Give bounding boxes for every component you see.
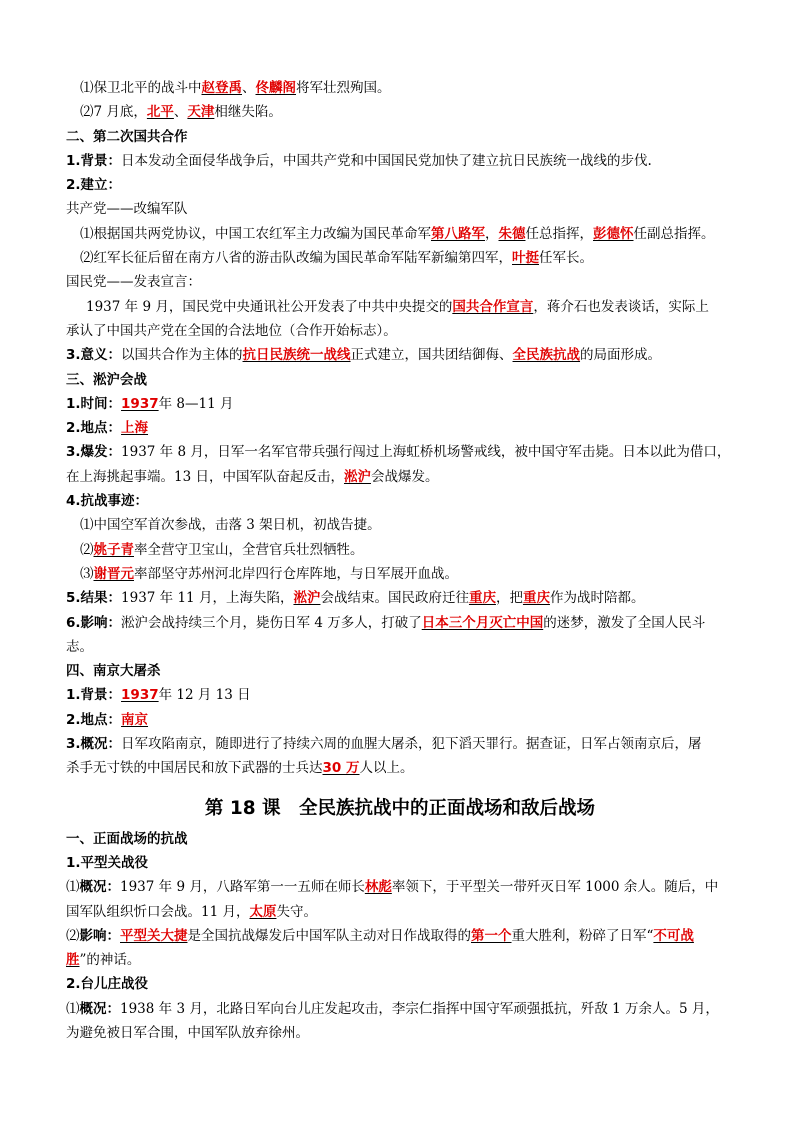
- heading-text: 三、淞沪会战: [66, 371, 147, 388]
- body-text: 年 12 月 13 日: [158, 687, 251, 704]
- body-text: ⑴保卫北平的战斗中: [80, 80, 202, 96]
- text-line: [66, 948, 734, 972]
- text-line: [66, 924, 734, 948]
- key-term: 全民族抗战: [512, 347, 581, 364]
- body-text: 淞沪会战持续三个月，毙伤日军 4 万多人，打破了: [121, 614, 422, 631]
- key-term: 第八路军: [431, 225, 485, 242]
- heading-text: 四、南京大屠杀: [66, 663, 161, 680]
- text-line: [66, 149, 734, 173]
- key-term: 30 万: [322, 760, 360, 777]
- heading-text: 3.爆发：: [66, 444, 122, 461]
- text-line: [66, 900, 734, 924]
- text-line: [66, 368, 734, 392]
- text-line: [66, 270, 734, 294]
- body-text: 会战结束。国民政府迁往: [320, 590, 469, 607]
- body-text: 将军壮烈殉国。: [296, 80, 391, 96]
- text-line: [66, 465, 734, 489]
- heading-text: 3.概况：: [66, 736, 122, 753]
- key-term: 抗日民族统一战线: [242, 347, 351, 364]
- body-text: ⑶: [80, 565, 94, 582]
- body-text: ⑵: [80, 541, 94, 558]
- key-term: 赵登禹: [201, 80, 242, 96]
- key-term: 太原: [249, 903, 277, 920]
- text-line: [66, 562, 734, 586]
- body-text: ⑴中国空军首次参战，击落 3 架日机，初战告捷。: [80, 517, 381, 534]
- key-term: 重庆: [468, 590, 496, 607]
- body-text: ”的神话。: [79, 952, 141, 969]
- body-text: ，蒋介石也发表谈话，实际上: [533, 298, 709, 315]
- key-term: 不可战: [653, 927, 694, 944]
- heading-text: 1.平型关战役: [66, 854, 149, 871]
- heading-text: 1.时间：: [66, 395, 122, 412]
- text-line: [66, 125, 734, 149]
- body-text: 率领下，于平型关一带歼灭日军 1000 余人。随后，中: [391, 879, 719, 896]
- body-text: 承认了中国共产党在全国的合法地位（合作开始标志）。: [66, 322, 397, 339]
- body-text: ⑵红军长征后留在南方八省的游击队改编为国民革命军陆军新编第四军，: [80, 250, 512, 267]
- text-line: [66, 343, 734, 367]
- key-term: 上海: [121, 420, 149, 437]
- heading-text: 4.抗战事迹：: [66, 493, 149, 510]
- body-text: 的迷梦，激发了全国人民斗: [543, 614, 706, 631]
- body-text: ⑴根据国共两党协议，中国工农红军主力改编为国民革命军: [80, 225, 431, 242]
- body-text: 会战爆发。: [370, 468, 439, 485]
- body-text: 国民党——发表宣言：: [66, 274, 201, 291]
- key-term: 林彪: [364, 879, 392, 896]
- body-text: 、: [242, 80, 256, 96]
- body-text: ⑵: [66, 927, 80, 944]
- heading-text: 2.台儿庄战役: [66, 976, 149, 993]
- heading-text: 5.结果：: [66, 590, 122, 607]
- body-text: 国军队组织忻口会战。11 月，: [66, 903, 250, 920]
- key-term: 叶挺: [512, 250, 539, 267]
- key-term: 朱德: [498, 225, 526, 242]
- text-line: [66, 972, 734, 996]
- body-text: 任总指挥，: [525, 225, 593, 242]
- lesson-title: [66, 795, 734, 823]
- body-text: ⑵7 月底，: [80, 104, 147, 121]
- text-line: [66, 851, 734, 875]
- heading-text: 概况：: [79, 1000, 120, 1017]
- body-text: ⑴: [66, 1000, 80, 1017]
- key-term: 天津: [187, 104, 215, 121]
- body-text: 日本发动全面侵华战争后，中国共产党和中国国民党加快了建立抗日民族统一战线的步伐.: [121, 152, 652, 169]
- text-line: [66, 76, 734, 100]
- heading-text: 二、第二次国共合作: [66, 128, 188, 145]
- key-term: 佟麟阁: [255, 80, 296, 96]
- heading-text: 2.地点：: [66, 420, 122, 437]
- key-term: 1937: [121, 687, 159, 704]
- body-text: 1938 年 3 月，北路日军向台儿庄发起攻击，李宗仁指挥中国守军顽强抵抗，歼敌 1 万余人。5 月，: [120, 1000, 719, 1017]
- body-text: 杀手无寸铁的中国居民和放下武器的士兵达: [66, 760, 323, 777]
- heading-text: 2.建立：: [66, 177, 122, 194]
- key-term: 第一个: [471, 927, 512, 944]
- body-text: 任副总指挥。: [633, 225, 715, 242]
- body-text: 日军攻陷南京，随即进行了持续六周的血腥大屠杀，犯下滔天罪行。据查证，日军占领南京后，屠: [121, 736, 702, 753]
- body-text: 、: [173, 104, 188, 121]
- body-text: ⑴: [66, 879, 80, 896]
- heading-text: 一、正面战场的抗战: [66, 830, 188, 847]
- text-line: [66, 392, 734, 416]
- key-term: 谢晋元: [93, 565, 134, 582]
- key-term: 淞沪: [293, 590, 321, 607]
- key-term: 淞沪: [343, 468, 371, 485]
- body-text: 率部坚守苏州河北岸四行仓库阵地，与日军展开血战。: [134, 565, 458, 582]
- text-line: [66, 246, 734, 270]
- document-page: [66, 76, 734, 1045]
- text-line: [66, 222, 734, 246]
- body-text: 共产党——改编军队: [66, 201, 188, 218]
- text-line: [66, 732, 734, 756]
- body-text: 年 8—11 月: [158, 395, 234, 412]
- key-term: 平型关大捷: [120, 927, 188, 944]
- text-line: [66, 319, 734, 343]
- key-term: 南京: [121, 711, 149, 728]
- key-term: 1937: [121, 395, 159, 412]
- body-text: ，把: [495, 590, 523, 607]
- body-text: ，: [485, 225, 499, 242]
- text-line: [66, 1021, 734, 1045]
- heading-text: 6.影响：: [66, 614, 122, 631]
- text-line: [66, 489, 734, 513]
- body-text: 1937 年 11 月，上海失陷，: [121, 590, 294, 607]
- text-line: [66, 586, 734, 610]
- heading-text: 3.意义：: [66, 347, 122, 364]
- heading-text: 概况：: [79, 879, 120, 896]
- text-line: [66, 538, 734, 562]
- body-text: 任军长。: [539, 250, 593, 267]
- body-text: 相继失陷。: [214, 104, 282, 121]
- text-line: [66, 513, 734, 537]
- text-line: [66, 659, 734, 683]
- key-term: 国共合作宣言: [452, 298, 534, 315]
- text-line: [66, 173, 734, 197]
- key-term: 胜: [66, 952, 80, 969]
- text-line: [66, 416, 734, 440]
- key-term: 重庆: [522, 590, 550, 607]
- body-text: 率全营守卫宝山，全营官兵壮烈牺牲。: [134, 541, 364, 558]
- text-line: [66, 708, 734, 732]
- key-term: 姚子青: [93, 541, 134, 558]
- text-line: [66, 100, 734, 124]
- body-text: 1937 年 9 月，国民党中央通讯社公开发表了中共中央提交的: [86, 298, 453, 315]
- body-text: 的局面形成。: [580, 347, 662, 364]
- text-line: [66, 756, 734, 780]
- text-line: [66, 197, 734, 221]
- text-line: [66, 997, 734, 1021]
- body-text: 1937 年 9 月，八路军第一一五师在师长: [120, 879, 365, 896]
- heading-text: 1.背景：: [66, 687, 122, 704]
- heading-text: 2.地点：: [66, 711, 122, 728]
- body-text: 失守。: [276, 903, 317, 920]
- text-line: [66, 440, 734, 464]
- body-text: 正式建立，国共团结御侮、: [350, 347, 513, 364]
- text-line: [66, 611, 734, 635]
- body-text: 以国共合作为主体的: [121, 347, 243, 364]
- key-term: 日本三个月灭亡中国: [421, 614, 544, 631]
- body-text: 是全国抗战爆发后中国军队主动对日作战取得的: [187, 927, 471, 944]
- body-text: 作为战时陪都。: [549, 590, 645, 607]
- text-line: [66, 635, 734, 659]
- text-line: [66, 875, 734, 899]
- key-term: 北平: [146, 104, 174, 121]
- heading-text: 1.背景：: [66, 152, 122, 169]
- body-text: 志。: [66, 638, 93, 655]
- text-line: [66, 295, 734, 319]
- body-text: 在上海挑起事端。13 日，中国军队奋起反击，: [66, 468, 344, 485]
- body-text: 为避免被日军合围，中国军队放弃徐州。: [66, 1024, 309, 1041]
- body-text: 人以上。: [359, 760, 414, 777]
- text-line: [66, 827, 734, 851]
- text-line: [66, 683, 734, 707]
- body-text: 重大胜利，粉碎了日军“: [511, 927, 654, 944]
- body-text: 1937 年 8 月，日军一名军官带兵强行闯过上海虹桥机场警戒线，被中国守军击毙。日本以此为借口，: [121, 444, 731, 461]
- key-term: 彭德怀: [593, 225, 634, 242]
- heading-text: 影响：: [79, 927, 120, 944]
- body-text: 第 18 课 全民族抗战中的正面战场和敌后战场: [204, 797, 596, 819]
